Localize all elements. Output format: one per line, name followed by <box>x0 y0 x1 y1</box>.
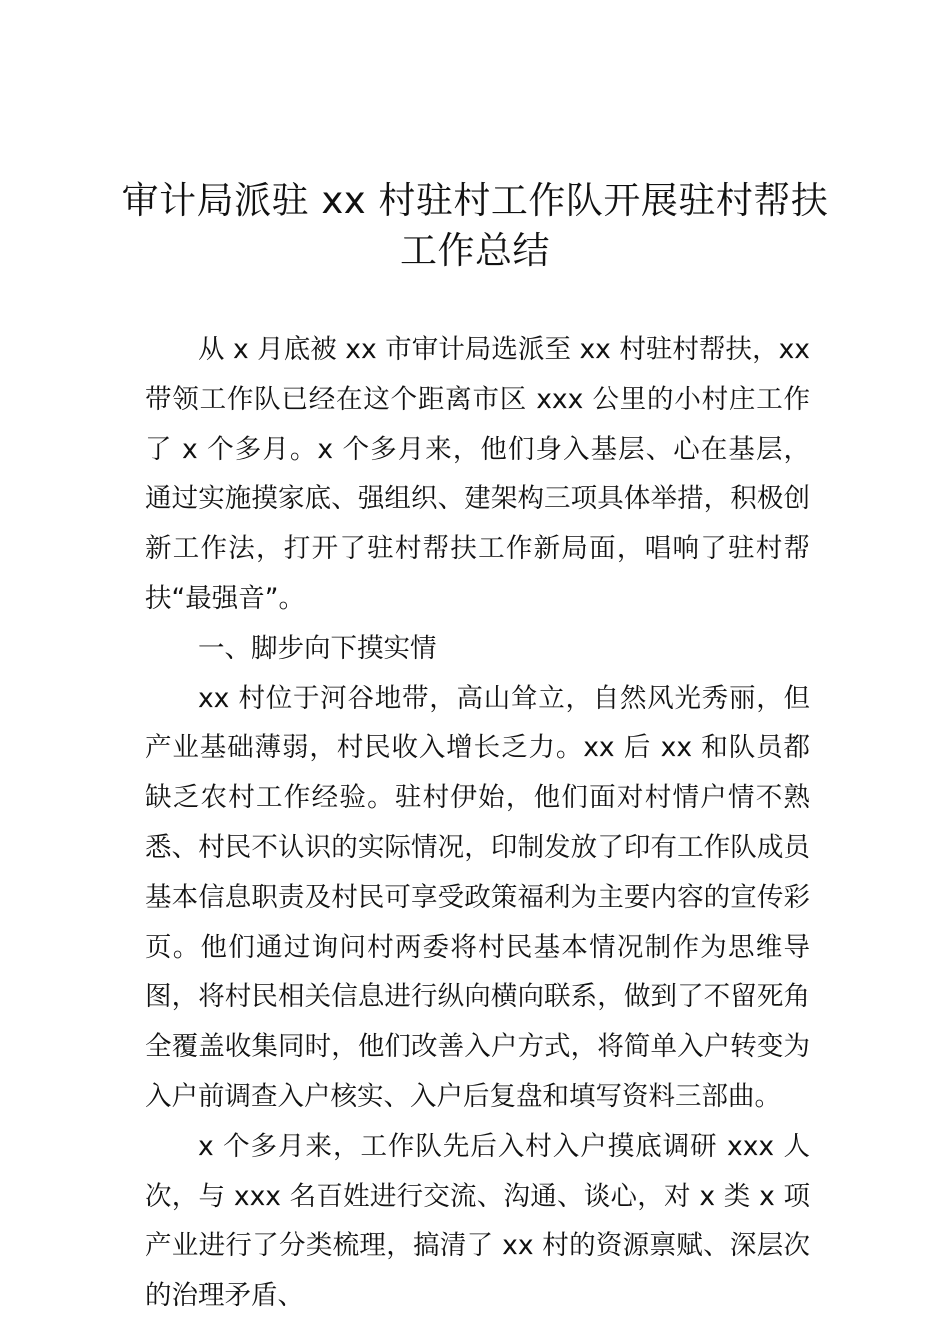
paragraph-section-1-a: xx 村位于河谷地带，高山耸立，自然风光秀丽，但产业基础薄弱，村民收入增长乏力。xx 后 xx 和队员都缺乏农村工作经验。驻村伊始，他们面对村情户情不熟悉、村民不认识的实际情况，印制发放了印有工作队成员基本信息职责及村民可享受政策福利为主要内容的宣传彩页。他们通过询问村两委将村民基本情况制作为思维导图，将村民相关信息进行纵向横向联系，做到了不留死角全覆盖收集同时，他们改善入户方式，将简单入户转变为入户前调查入户核实、入户后复盘和填写资料三部曲。 <box>145 682 810 1112</box>
paragraph-section-1-b: x 个多月来，工作队先后入村入户摸底调研 xxx 人次，与 xxx 名百姓进行交流、沟通、谈心，对 x 类 x 项产业进行了分类梳理，搞清了 xx 村的资源禀赋、深层次的治理矛盾、 <box>145 1130 810 1312</box>
document-body <box>145 325 810 1321</box>
document-title-line-2: 工作总结 <box>400 229 550 272</box>
paragraph-intro: 从 x 月底被 xx 市审计局选派至 xx 村驻村帮扶，xx 带领工作队已经在这个距离市区 xxx 公里的小村庄工作了 x 个多月。x 个多月来，他们身入基层、心在基层，通过实施摸家底、强组织、建架构三项具体举措，积极创新工作法，打开了驻村帮扶工作新局面，唱响了驻村帮扶“最强音”。 <box>145 334 810 614</box>
document-title-line-1: 审计局派驻 xx 村驻村工作队开展驻村帮扶 <box>121 179 829 222</box>
section-heading-1: 一、脚步向下摸实情 <box>198 632 437 664</box>
